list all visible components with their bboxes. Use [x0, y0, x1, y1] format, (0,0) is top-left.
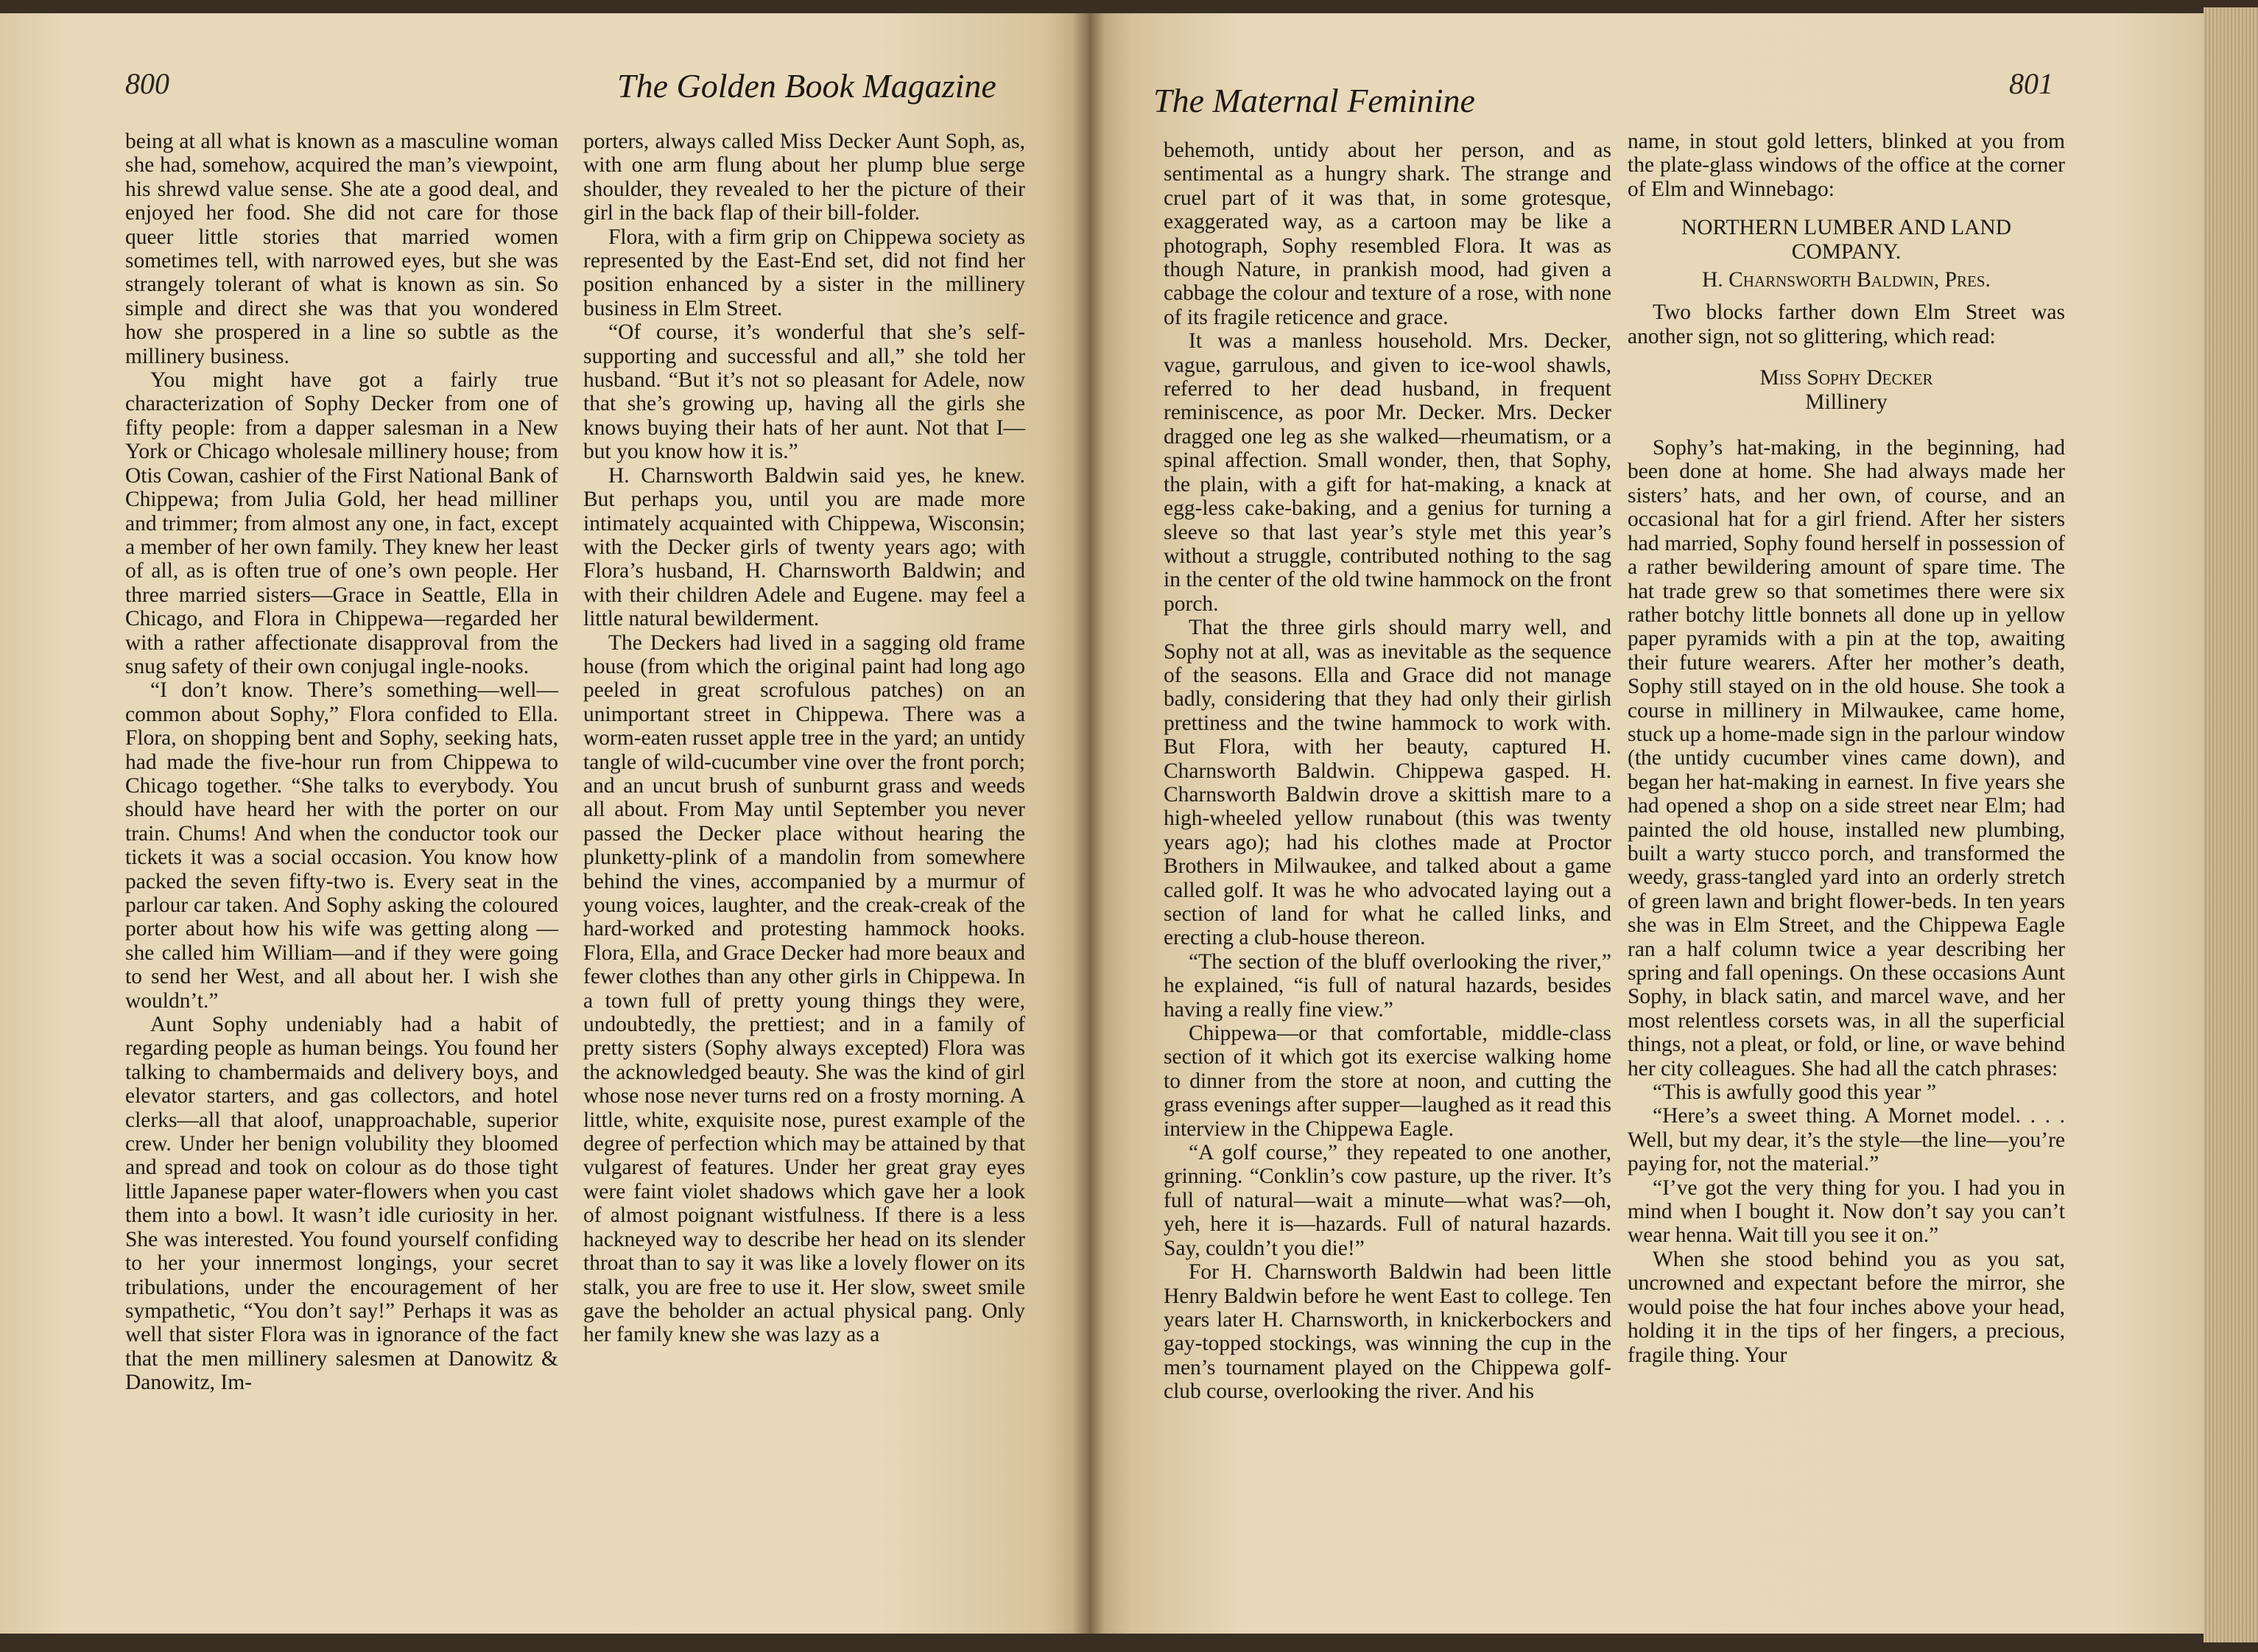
- right-column-1: [1164, 138, 1611, 1404]
- paragraph: That the three girls should marry well, and Sophy not at all, was as inevitable as the sequence of the seasons. Ella and Grace did not manage badly, considering that they had only their girlish prettiness and the twine hammock to work with. But Flora, with her beauty, captured H. Charnsworth Baldwin. Chippewa gasped. H. Charnsworth Baldwin drove a skittish mare to a high-wheeled yellow runabout (this was twenty years ago); had his clothes made at Proctor Brothers in Milwaukee, and talked about a game called golf. It was he who advocated laying out a section of land for what he called links, and erecting a club-house thereon.: [1164, 616, 1611, 950]
- paragraph: behemoth, untidy about her person, and as sentimental as a hungry shark. The strange and cruel part of it was that, in some grotesque, exaggerated way, as a cartoon may be like a photograph, Sophy resembled Flora. It was as though Nature, in prankish mood, had given a cabbage the colour and texture of a rose, with none of its fragile reticence and grace.: [1164, 138, 1611, 329]
- paragraph: Flora, with a firm grip on Chippewa society as represented by the East-End set, did not find her position enhanced by a sister in the millinery business in Elm Street.: [583, 225, 1025, 320]
- running-head: The Golden Book Magazine: [617, 67, 996, 105]
- paragraph: It was a manless household. Mrs. Decker, vague, garrulous, and given to ice-wool shawls, referred to her dead husband, in frequent reminiscence, as poor Mr. Decker. Mrs. Decker dragged one leg as she walked—rheumatism, or a spinal affection. Small wonder, then, that Sophy, the plain, with a gift for hat-making, a knack at egg-less cake-baking, and a genius for turning a sleeve so that last year’s style met this year’s without a struggle, contributed nothing to the sag in the center of the old twine hammock on the front porch.: [1164, 329, 1611, 616]
- paragraph: The Deckers had lived in a sagging old frame house (from which the original paint had long ago peeled in great scrofulous patches) on an unimportant street in Chippewa. There was a worm-eaten russet apple tree in the yard; an untidy tangle of wild-cucumber vine over the front porch; and an uncut brush of sunburnt grass and weeds all about. From May until September you never passed the Decker place without hearing the plunketty-plink of a mandolin from somewhere behind the vines, accompanied by a murmur of young voices, laughter, and the creak-creak of the hard-worked and protesting hammock hooks. Flora, Ella, and Grace Decker had more beaux and fewer clothes than any other girls in Chippewa. In a town full of pretty young things they were, undoubtedly, the prettiest; and in a family of pretty sisters (Sophy always excepted) Flora was the acknowledged beauty. She was the kind of girl whose nose never turns red on a frosty morning. A little, white, exquisite nose, purest example of the degree of perfection which may be attained by that vulgarest of features. Under her great gray eyes were faint violet shadows which gave her a look of almost poignant wistfulness. If there is a less hackneyed way to describe her head on its slender throat than to say it was like a lovely flower on its stalk, you are free to use it. Her slow, sweet smile gave the beholder an actual physical pang. Only her family knew she was lazy as a: [583, 630, 1025, 1347]
- paragraph: “A golf course,” they repeated to one another, grinning. “Conklin’s cow pasture, up the river. It’s full of natural—wait a minute—what was?—oh, yeh, here it is—hazards. Full of natural hazards. Say, couldn’t you die!”: [1164, 1141, 1611, 1260]
- lumber-company-sign: [1628, 216, 2065, 292]
- paragraph: “Here’s a sweet thing. A Mornet model. . . . Well, but my dear, it’s the style—the line—you’re paying for, not the material.”: [1628, 1104, 2065, 1176]
- right-column-2: [1628, 130, 2065, 1367]
- page-number: 801: [2009, 67, 2053, 100]
- page-edges: [2204, 7, 2258, 1642]
- paragraph: Aunt Sophy undeniably had a habit of regarding people as human beings. You found her talking to chambermaids and delivery boys, and elevator starters, and gas collectors, and hotel clerks—all that aloof, unapproachable, superior crew. Under her benign volubility they bloomed and spread and took on colour as do those tight little Japanese paper water-flowers when you cast them into a bowl. It wasn’t idle curiosity in her. She was interested. You found yourself confiding to her your innermost longings, your secret tribulations, under the encouragement of her sympathetic, “You don’t say!” Perhaps it was as well that sister Flora was in ignorance of the fact that the men millinery salesmen at Danowitz & Danowitz, Im-: [125, 1013, 558, 1395]
- millinery-sign: [1628, 366, 2065, 414]
- paragraph: Sophy’s hat-making, in the beginning, had been done at home. She had always made her sisters’ hats, and her own, of course, and an occasional hat for a girl friend. After her sisters had married, Sophy found herself in possession of a rather bewildering amount of spare time. The hat trade grew so that sometimes there were six rather botchy little bonnets all done up in yellow paper pyramids with a pin at the top, awaiting their future wearers. After her mother’s death, Sophy still stayed on in the old house. She took a course in millinery in Milwaukee, came home, stuck up a home-made sign in the parlour window (the untidy cucumber vines came down), and began her hat-making in earnest. In five years she had opened a shop on a side street near Elm; had painted the old house, installed new plumbing, built a warty stucco porch, and transformed the weedy, grass-tangled yard into an orderly stretch of green lawn and bright flower-beds. In ten years she was in Elm Street, and the Chippewa Eagle ran a half column twice a year describing her spring and fall openings. On these occasions Aunt Sophy, in black satin, and marcel wave, and her most relentless corsets was, in all the superficial things, not a pleat, or fold, or line, or wave behind her city colleagues. She had all the catch phrases:: [1628, 436, 2065, 1080]
- book-gutter: [1072, 13, 1105, 1634]
- sign-line: Miss Sophy Decker: [1759, 366, 1933, 390]
- sign-line: Millinery: [1805, 390, 1888, 414]
- paragraph: Two blocks farther down Elm Street was another sign, not so glittering, which read:: [1628, 300, 2065, 348]
- paragraph: “The section of the bluff overlooking the river,” he explained, “is full of natural hazards, besides having a really fine view.”: [1164, 949, 1611, 1022]
- sign-line: COMPANY.: [1791, 239, 1902, 264]
- paragraph: When she stood behind you as you sat, uncrowned and expectant before the mirror, she would poise the hat four inches above your head, holding it in the tips of her fingers, a precious, fragile thing. Your: [1628, 1247, 2065, 1367]
- paragraph: Chippewa—or that comfortable, middle-class section of it which got its exercise walking home to dinner from the store at noon, and cutting the grass evenings after supper—laughed as it read this interview in the Chippewa Eagle.: [1164, 1022, 1611, 1141]
- paragraph: For H. Charnsworth Baldwin had been little Henry Baldwin before he went East to college. Ten years later H. Charnsworth, in knickerbockers and gay-topped stockings, was winning the cup in the men’s tournament played on the Chippewa golf-club course, overlooking the river. And his: [1164, 1260, 1611, 1404]
- paragraph: porters, always called Miss Decker Aunt Soph, as, with one arm flung about her plump blue serge shoulder, they revealed to her the picture of their girl in the back flap of their bill-folder.: [583, 130, 1025, 225]
- paragraph: “Of course, it’s wonderful that she’s self-supporting and successful and all,” she told her husband. “But it’s not so pleasant for Adele, now that she’s growing up, having all the girls she knows buying their hats of her aunt. Not that I— but you know how it is.”: [583, 320, 1025, 464]
- paragraph: You might have got a fairly true characterization of Sophy Decker from one of fifty people: from a dapper salesman in a New York or Chicago wholesale millinery house; from Otis Cowan, cashier of the First National Bank of Chippewa; from Julia Gold, her head milliner and trimmer; from almost any one, in fact, except a member of her own family. They knew her least of all, as is often true of one’s own people. Her three married sisters—Grace in Seattle, Ella in Chicago, and Flora in Chippewa—regarded her with a rather affectionate disapproval from the snug safety of their own conjugal ingle-nooks.: [125, 368, 558, 678]
- paragraph: being at all what is known as a masculine woman she had, somehow, acquired the man’s viewpoint, his shrewd value sense. She ate a good deal, and enjoyed her food. She did not care for those queer little stories that married women sometimes tell, with narrowed eyes, but she was strangely tolerant of what is known as sin. So simple and direct she was that you wondered how she prospered in a line so subtle as the millinery business.: [125, 130, 558, 368]
- paragraph: “I don’t know. There’s something—well—common about Sophy,” Flora confided to Ella. Flora, on shopping bent and Sophy, seeking hats, had made the five-hour run from Chippewa to Chicago together. “She talks to everybody. You should have heard her with the porter on our train. Chums! And when the conductor took our tickets it was a social occasion. You know how packed the seven fifty-two is. Every seat in the parlour car taken. And Sophy asking the coloured porter about how his wife was getting along —she called him William—and if they were going to send her West, and all about her. I wish she wouldn’t.”: [125, 678, 558, 1013]
- sign-line: H. Charnsworth Baldwin, Pres.: [1702, 268, 1991, 292]
- right-page: [1088, 13, 2204, 1634]
- paragraph: “This is awfully good this year ”: [1653, 1080, 1937, 1105]
- page-number: 800: [125, 67, 169, 100]
- paragraph: name, in stout gold letters, blinked at you from the plate-glass windows of the office at the corner of Elm and Winnebago:: [1628, 130, 2065, 201]
- paragraph: H. Charnsworth Baldwin said yes, he knew. But perhaps you, until you are made more intimately acquainted with Chippewa, Wisconsin; with the Decker girls of twenty years ago; with Flora’s husband, H. Charnsworth Baldwin; and with their children Adele and Eugene. may feel a little natural bewilderment.: [583, 463, 1025, 631]
- sign-line: NORTHERN LUMBER AND LAND: [1681, 216, 2012, 240]
- paragraph: “I’ve got the very thing for you. I had you in mind when I bought it. Now don’t say you can’t wear henna. Wait till you see it on.”: [1628, 1175, 2065, 1248]
- left-page: [0, 13, 1088, 1634]
- running-head: The Maternal Feminine: [1153, 82, 1475, 119]
- left-column-2: [583, 130, 1025, 1347]
- left-column-1: [125, 130, 558, 1395]
